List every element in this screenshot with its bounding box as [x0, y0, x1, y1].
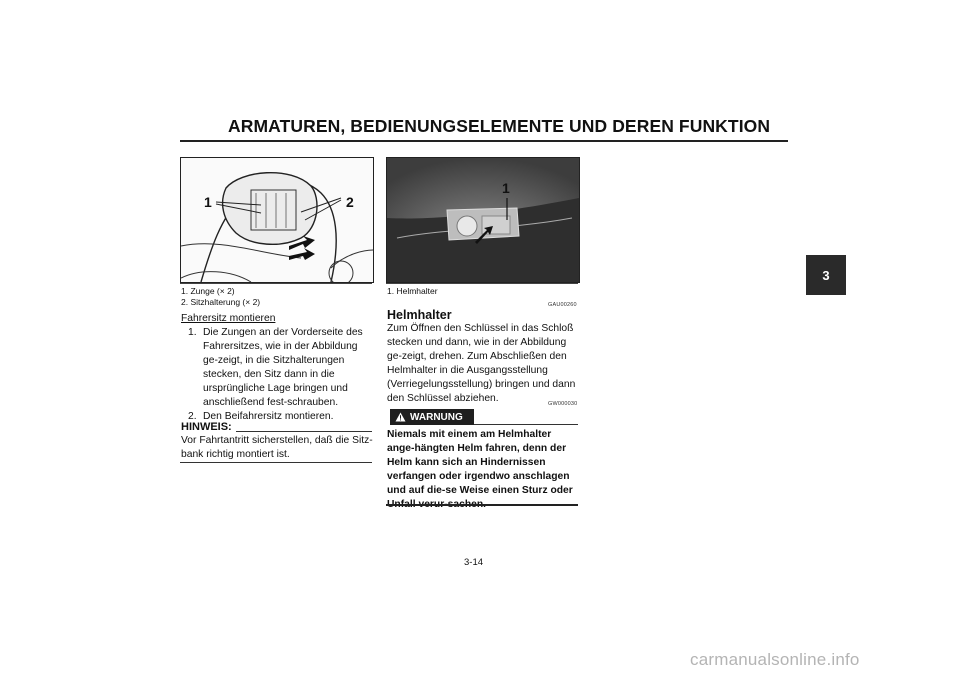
reference-code-2: GW000030 [548, 401, 578, 407]
step-list [181, 326, 373, 424]
step-1-text: Die Zungen an der Vorderseite des Fahrersitzes, wie in der Abbildung ge-zeigt, in die Sitzhalterungen stecken, den Sitz dann in die ursprüngliche Lage bringen und anschließend fest-schrauben. [203, 327, 363, 408]
procedure-title: Fahrersitz montieren [181, 313, 276, 324]
warning-label: WARNUNG [410, 411, 463, 423]
step-2-number: 2. [188, 411, 197, 422]
step-2-text: Den Beifahrersitz montieren. [203, 411, 334, 422]
warning-triangle-icon [395, 412, 406, 422]
seat-drawing [181, 158, 373, 282]
helmet-paragraph: Zum Öffnen den Schlüssel in das Schloß stecken und dann, wie in der Abbildung ge-zeigt, drehen. Zum Abschließen den Helmhalter in die Ausgangsstellung (Verriegelungsstellung) bringen und dann den Schlüssel abziehen. [387, 323, 576, 404]
warning-badge [390, 409, 474, 425]
page-number: 3-14 [464, 557, 484, 568]
left-caption-2: 2. Sitzhalterung (× 2) [181, 297, 261, 307]
left-caption-rule [180, 283, 372, 284]
right-caption: 1. Helmhalter [387, 286, 438, 296]
note-label: HINWEIS: [181, 421, 232, 433]
note-text: Vor Fahrtantritt sicherstellen, daß die Sitz-bank richtig montiert ist. [181, 435, 373, 460]
step-1-number: 1. [188, 327, 197, 338]
reference-code-1: GAU00260 [548, 302, 577, 308]
note-rule-top [236, 431, 372, 432]
note-rule-bottom [180, 462, 372, 463]
watermark: carmanualsonline.info [690, 650, 860, 669]
warning-text: Niemals mit einem am Helmhalter ange-hängten Helm fahren, denn der Helm kann sich an Hindernissen verfangen oder irgendwo anschlagen und auf die-se Weise einen Sturz oder [387, 429, 573, 496]
left-caption-1: 1. Zunge (× 2) [181, 286, 235, 296]
page-header-title: ARMATUREN, BEDIENUNGSELEMENTE UND DEREN FUNKTION [228, 116, 771, 136]
warning-rule-top [474, 424, 578, 425]
figure-label-helmet: 1 [502, 180, 510, 196]
seat-illustration [180, 157, 374, 283]
section-title: Helmhalter [387, 308, 452, 322]
header-rule [180, 140, 788, 142]
warning-rule-bottom [386, 504, 578, 506]
figure-label-2: 2 [346, 194, 354, 210]
figure-label-1: 1 [204, 194, 212, 210]
helmet-holder-photo [386, 157, 580, 283]
step-1 [181, 326, 373, 410]
helmet-holder-drawing [387, 158, 579, 282]
right-caption-rule [386, 283, 578, 284]
chapter-tab[interactable]: 3 [806, 255, 846, 295]
